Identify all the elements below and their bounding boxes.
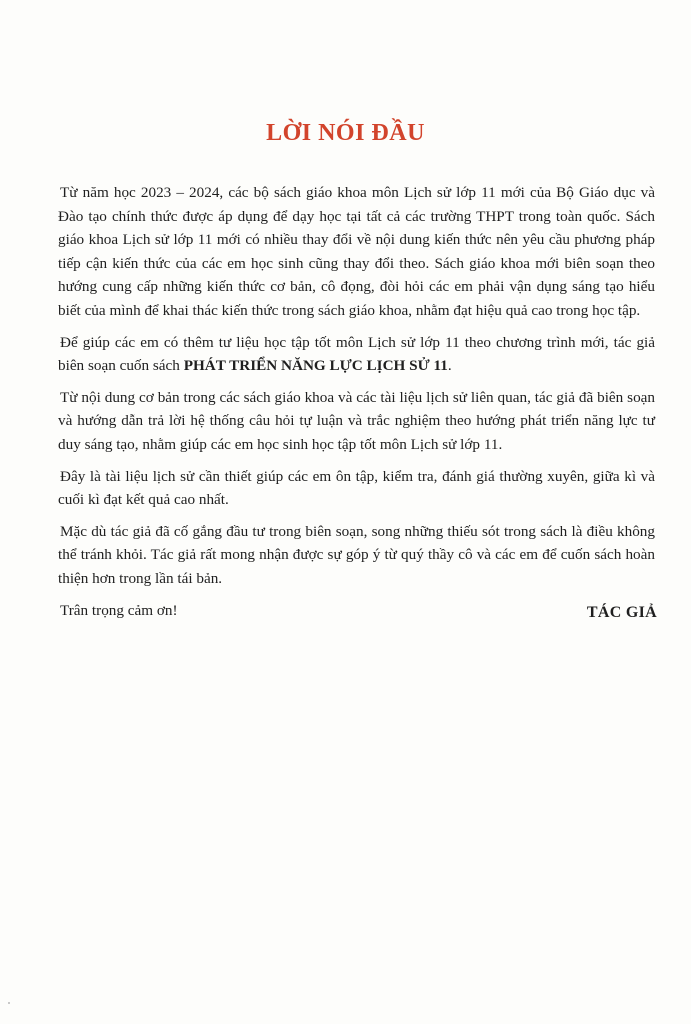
paragraph-3 [58, 386, 655, 457]
paragraph-2-text-after: . [447, 357, 452, 375]
paragraph-2-text-before: Để giúp các em có thêm tư liệu học tập tốt môn Lịch sử lớp 11 theo chương trình mới, tác giả biên soạn cuốn sách [58, 333, 655, 375]
paragraph-4 [58, 465, 655, 512]
paragraph-2 [58, 331, 655, 378]
paragraph-4-text: Đây là tài liệu lịch sử cần thiết giúp các em ôn tập, kiểm tra, đánh giá thường xuyên, giữa kì và cuối kì đạt kết quả cao nhất. [58, 467, 655, 509]
closing-thanks-text: Trân trọng cảm ơn! [60, 601, 178, 619]
paragraph-1-text: Từ năm học 2023 – 2024, các bộ sách giáo khoa môn Lịch sử lớp 11 mới của Bộ Giáo dục và Đào tạo chính thức được áp dụng để dạy học tại tất cả các trường THPT trong toàn quốc. Sách giáo khoa Lịch sử lớp 11 mới có nhiều thay đổi về nội dung kiến thức nên yêu cầu phương pháp tiếp cận kiến thức của các em học sinh cũng thay đổi theo. Sách giáo khoa mới biên soạn theo hướng cung cấp những kiến thức cơ bản, cô đọng, đòi hỏi các em phải vận dụng sáng tạo hiểu biết của mình để khai thác kiến thức trong sách giáo khoa, nhằm đạt hiệu quả cao trong học tập. [58, 184, 655, 319]
closing-thanks [58, 599, 655, 623]
book-title-emphasis: PHÁT TRIỂN NĂNG LỰC LỊCH SỬ 11 [183, 357, 448, 375]
paragraph-5 [58, 520, 655, 591]
paragraph-5-text: Mặc dù tác giả đã cố gắng đầu tư trong biên soạn, song những thiếu sót trong sách là điều không thể tránh khỏi. Tác giả rất mong nhận được sự góp ý từ quý thầy cô và các em để cuốn sách hoàn thiện hơn trong lần tái bản. [58, 522, 655, 587]
preface-body [58, 181, 655, 630]
scan-speck [8, 1002, 10, 1004]
paragraph-3-text: Từ nội dung cơ bản trong các sách giáo khoa và các tài liệu lịch sử liên quan, tác giả đã biên soạn và hướng dẫn trả lời hệ thống câu hỏi tự luận và trắc nghiệm theo hướng phát triển năng lực tư duy sáng tạo, nhằm giúp các em học sinh học tập tốt môn Lịch sử lớp 11. [58, 388, 655, 453]
page-title: LỜI NÓI ĐẦU [266, 120, 425, 146]
author-signature: TÁC GIẢ [586, 604, 657, 621]
paragraph-1 [58, 181, 655, 323]
